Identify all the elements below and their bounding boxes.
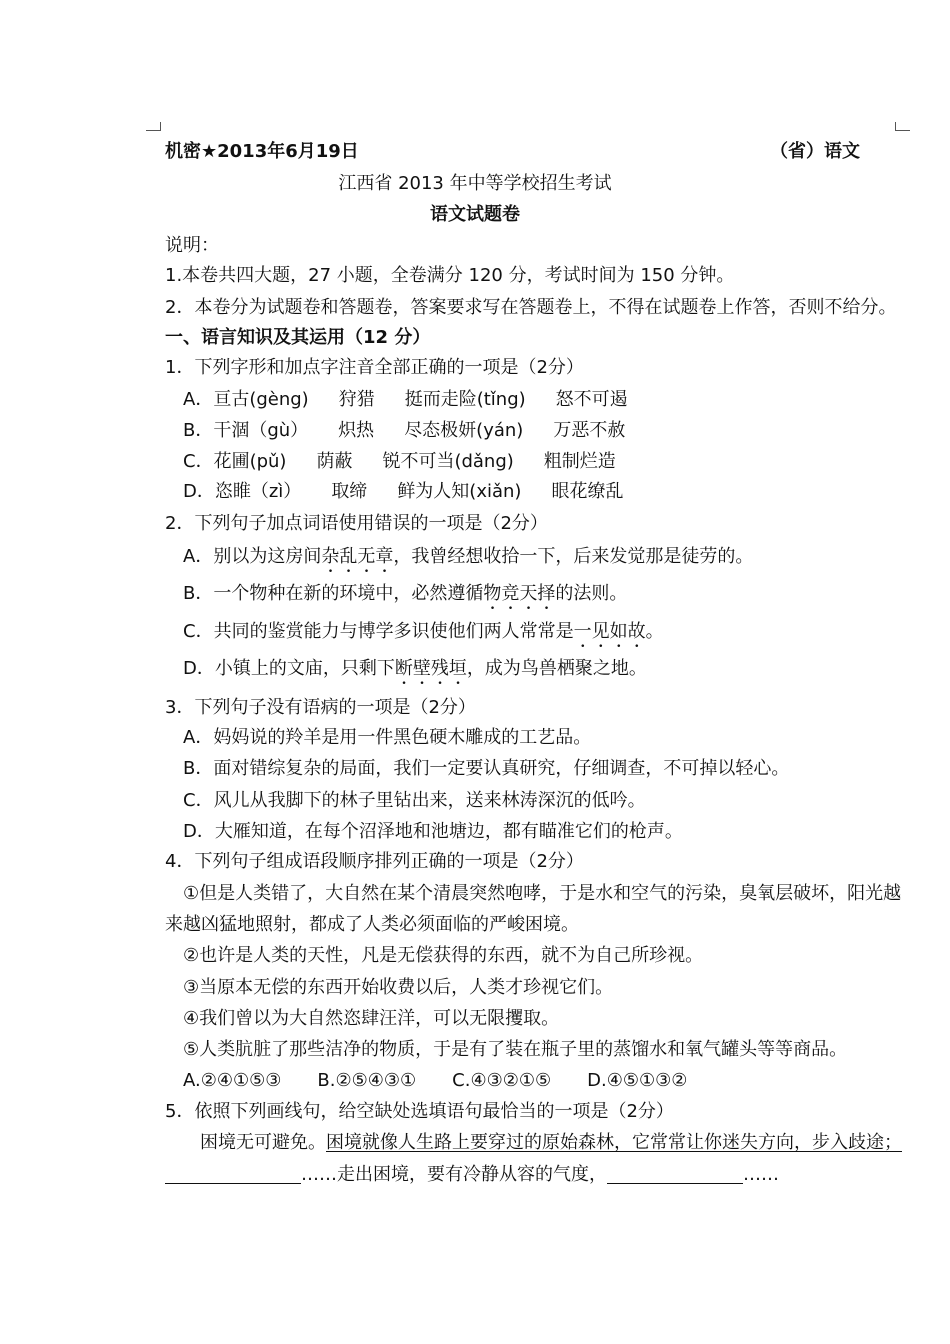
q2-stem: 2．下列句子加点词语使用错误的一项是（2分） [165,513,548,534]
q1-b-word2: 炽热 [338,420,375,441]
instruction-2: 2．本卷分为试题卷和答题卷，答案要求写在答题卷上，不得在试题卷上作答，否则不给分。 [165,297,897,318]
header-confidential: 机密★2013年6月19日 [165,141,359,162]
q1-d-word3: 鲜为人知(xiǎn) [397,481,522,502]
q4-options [183,1069,687,1093]
q2-a-marked-phrase: 杂乱无章 [321,546,394,567]
q4-option-a: A.②④①⑤③ [183,1070,282,1091]
crop-mark-top-left [146,122,161,131]
q1-option-b [183,419,655,443]
q3-option-b: B．面对错综复杂的局面，我们一定要认真研究，仔细调查，不可掉以轻心。 [183,758,790,779]
q1-b-word4: 万恶不赦 [553,420,626,441]
q5-passage-end: …… [743,1164,779,1185]
q1-option-c [183,450,646,474]
instructions-heading: 说明： [165,235,219,256]
q2-option-b [183,582,627,614]
q5-blank-2 [607,1165,743,1184]
q1-a-word4: 怒不可遏 [555,389,628,410]
q1-a-word3: 挺而走险(tǐng) [404,389,526,410]
q2-c-marked-phrase: 一见如故 [573,621,646,642]
q2-option-a [183,545,753,577]
crop-mark-top-right [895,122,910,131]
q4-sentence-5: ⑤人类肮脏了那些洁净的物质，于是有了装在瓶子里的蒸馏水和氧气罐头等等商品。 [183,1039,848,1060]
q1-d-word2: 取缔 [331,481,368,502]
q5-underlined-sentence: 困境就像人生路上要穿过的原始森林，它常常让你迷失方向，步入歧途； [326,1132,902,1153]
q2-b-post: 的法则。 [555,583,628,604]
q5-passage-middle: ……走出困境，要有冷静从容的气度， [301,1164,607,1185]
q2-b-marked-phrase: 物竞天择 [483,583,556,604]
q1-d-word4: 眼花缭乱 [551,481,624,502]
q4-sentence-1: ①但是人类错了，大自然在某个清晨突然咆哮，于是水和空气的污染，臭氧层破坏，阳光越 [183,883,902,904]
q3-option-c: C．风儿从我脚下的林子里钻出来，送来林涛深沉的低吟。 [183,790,646,811]
q5-passage-line1 [200,1131,902,1155]
q1-d-word1: D．恣睢（zì） [183,481,302,502]
q1-c-word1: C．花圃(pǔ) [183,451,287,472]
instruction-1: 1.本卷共四大题，27 小题，全卷满分 120 分，考试时间为 150 分钟。 [165,265,735,286]
q5-passage-line2 [165,1163,779,1187]
q3-option-a: A．妈妈说的羚羊是用一件黑色硬木雕成的工艺品。 [183,727,592,748]
exam-subtitle: 语文试题卷 [430,204,520,225]
q1-c-word4: 粗制烂造 [543,451,616,472]
q4-sentence-2: ②也许是人类的天性，凡是无偿获得的东西，就不为自己所珍视。 [183,945,704,966]
q2-c-pre: C．共同的鉴赏能力与博学多识使他们两人常常是 [183,621,574,642]
q2-a-pre: A．别以为这房间 [183,546,322,567]
q1-stem: 1．下列字形和加点字注音全部正确的一项是（2分） [165,357,584,378]
q4-option-c: C.④③②①⑤ [452,1070,552,1091]
q2-a-post: ，我曾经想收拾一下，后来发觉那是徒劳的。 [393,546,754,567]
q3-option-d: D．大雁知道，在每个沼泽地和池塘边，都有瞄准它们的枪声。 [183,821,683,842]
q1-a-word1: A．亘古(gèng) [183,389,309,410]
q5-passage-intro: 困境无可避免。 [200,1132,326,1153]
header-subject: （省）语文 [770,141,860,162]
q1-b-word3: 尽态极妍(yán) [404,420,524,441]
q3-stem: 3．下列句子没有语病的一项是（2分） [165,697,476,718]
q1-c-word3: 锐不可当(dǎng) [382,451,514,472]
q2-d-marked-phrase: 断壁残垣 [394,658,467,679]
q5-blank-1 [165,1165,301,1184]
q2-c-post: 。 [645,621,664,642]
q1-b-word1: B．干涸（gù） [183,420,309,441]
q2-option-d [183,657,647,689]
section-1-heading: 一、语言知识及其运用（12 分） [165,327,431,348]
q4-stem: 4．下列句子组成语段顺序排列正确的一项是（2分） [165,851,584,872]
q4-sentence-4: ④我们曾以为大自然恣肆汪洋，可以无限攫取。 [183,1008,560,1029]
q5-stem: 5．依照下列画线句，给空缺处选填语句最恰当的一项是（2分） [165,1101,674,1122]
q2-d-pre: D．小镇上的文庙，只剩下 [183,658,395,679]
q1-a-word2: 狩猎 [338,389,375,410]
q4-sentence-3: ③当原本无偿的东西开始收费以后，人类才珍视它们。 [183,977,614,998]
exam-title: 江西省 2013 年中等学校招生考试 [338,173,612,194]
q2-b-pre: B．一个物种在新的环境中，必然遵循 [183,583,484,604]
q2-option-c [183,620,664,652]
q1-c-word2: 荫蔽 [316,451,353,472]
q4-option-b: B.②⑤④③① [317,1070,417,1091]
q1-option-d [183,480,653,504]
q4-sentence-1-cont: 来越凶猛地照射，都成了人类必须面临的严峻困境。 [165,914,579,935]
q4-option-d: D.④⑤①③② [587,1070,688,1091]
q2-d-post: ，成为鸟兽栖聚之地。 [466,658,647,679]
q1-option-a [183,388,658,412]
